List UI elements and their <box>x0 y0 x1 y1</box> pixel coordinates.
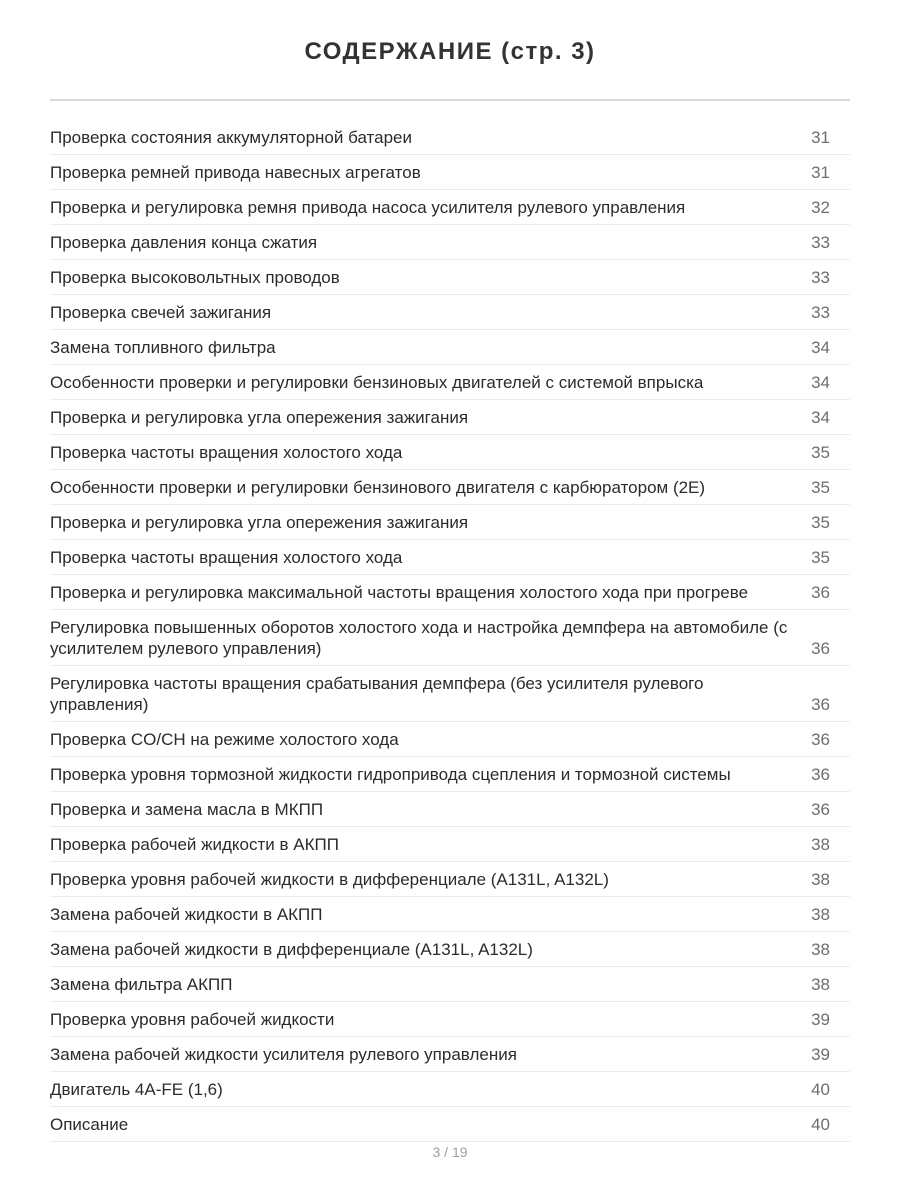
toc-entry[interactable] <box>50 505 850 540</box>
toc-entry-label[interactable]: Особенности проверки и регулировки бензинового двигателя с карбюратором (2E) <box>50 478 706 497</box>
toc-entry-page: 35 <box>811 478 830 497</box>
toc-entry[interactable] <box>50 575 850 610</box>
toc-entry-page: 36 <box>811 583 830 602</box>
toc-entry-page: 36 <box>811 730 830 749</box>
title-divider <box>50 99 850 101</box>
toc-entry[interactable] <box>50 722 850 757</box>
toc-entry-label[interactable]: Проверка давления конца сжатия <box>50 233 318 252</box>
toc-entry-label[interactable]: Проверка рабочей жидкости в АКПП <box>50 835 339 854</box>
toc-entry-label[interactable]: Проверка и регулировка ремня привода насоса усилителя рулевого управления <box>50 198 686 217</box>
page-title: СОДЕРЖАНИЕ (стр. 3) <box>304 38 596 65</box>
toc-entry-page: 34 <box>811 408 830 427</box>
toc-entry-label[interactable]: Проверка уровня рабочей жидкости <box>50 1010 335 1029</box>
toc-entry[interactable] <box>50 1072 850 1107</box>
toc-entry-page: 40 <box>811 1080 830 1099</box>
toc-entry-label[interactable]: Замена рабочей жидкости в АКПП <box>50 905 323 924</box>
toc-entry-label[interactable]: Двигатель 4A-FE (1,6) <box>50 1080 223 1099</box>
toc-entry[interactable] <box>50 897 850 932</box>
toc-entry[interactable] <box>50 1002 850 1037</box>
toc-entry[interactable] <box>50 1037 850 1072</box>
toc-entry[interactable] <box>50 470 850 505</box>
toc-entry-label[interactable]: Проверка CO/CH на режиме холостого хода <box>50 730 399 749</box>
toc-entry-page: 35 <box>811 443 830 462</box>
toc-entry-label[interactable]: Проверка и регулировка угла опережения зажигания <box>50 408 469 427</box>
toc-entry-page: 35 <box>811 513 830 532</box>
toc-entry[interactable] <box>50 435 850 470</box>
toc-entry[interactable] <box>50 610 850 666</box>
toc-entry-label[interactable]: Проверка ремней привода навесных агрегатов <box>50 163 421 182</box>
toc-entry-page: 36 <box>811 800 830 819</box>
toc-entry[interactable] <box>50 120 850 155</box>
toc-entry-label[interactable]: Проверка уровня тормозной жидкости гидропривода сцепления и тормозной системы <box>50 765 731 784</box>
toc-entry-page: 39 <box>811 1010 830 1029</box>
toc-entry-label[interactable]: Проверка и регулировка максимальной частоты вращения холостого хода при прогреве <box>50 583 749 602</box>
toc-list <box>50 120 850 1142</box>
toc-entry-page: 40 <box>811 1115 830 1134</box>
toc-entry-page: 31 <box>811 128 830 147</box>
toc-entry-label[interactable]: Замена топливного фильтра <box>50 338 276 357</box>
toc-entry[interactable] <box>50 757 850 792</box>
toc-entry[interactable] <box>50 792 850 827</box>
toc-entry[interactable] <box>50 365 850 400</box>
toc-entry[interactable] <box>50 967 850 1002</box>
toc-entry[interactable] <box>50 330 850 365</box>
toc-entry-page: 32 <box>811 198 830 217</box>
toc-entry-page: 38 <box>811 870 830 889</box>
toc-entry-label[interactable]: Особенности проверки и регулировки бензиновых двигателей с системой впрыска <box>50 373 704 392</box>
toc-entry-label[interactable]: Проверка высоковольтных проводов <box>50 268 340 287</box>
toc-entry-page: 36 <box>811 639 830 658</box>
toc-entry-label[interactable]: Замена фильтра АКПП <box>50 975 233 994</box>
toc-entry-page: 31 <box>811 163 830 182</box>
toc-entry-label[interactable]: Регулировка повышенных оборотов холостого хода и настройка демпфера на автомобиле (с усилителем рулевого управления) <box>50 618 788 658</box>
toc-entry-page: 33 <box>811 233 830 252</box>
toc-entry-label[interactable]: Проверка частоты вращения холостого хода <box>50 443 403 462</box>
toc-entry-page: 38 <box>811 905 830 924</box>
toc-entry-label[interactable]: Проверка и регулировка угла опережения зажигания <box>50 513 469 532</box>
toc-entry-page: 34 <box>811 338 830 357</box>
toc-entry-label[interactable]: Проверка свечей зажигания <box>50 303 272 322</box>
toc-entry[interactable] <box>50 540 850 575</box>
toc-entry-page: 36 <box>811 695 830 714</box>
toc-entry-label[interactable]: Проверка частоты вращения холостого хода <box>50 548 403 567</box>
toc-entry[interactable] <box>50 862 850 897</box>
toc-entry-page: 33 <box>811 303 830 322</box>
page-indicator: 3 / 19 <box>432 1144 468 1160</box>
toc-entry[interactable] <box>50 260 850 295</box>
toc-entry[interactable] <box>50 190 850 225</box>
toc-entry-page: 33 <box>811 268 830 287</box>
toc-entry-page: 38 <box>811 975 830 994</box>
toc-entry-label[interactable]: Проверка уровня рабочей жидкости в дифференциале (A131L, A132L) <box>50 870 609 889</box>
toc-entry-label[interactable]: Регулировка частоты вращения срабатывания демпфера (без усилителя рулевого управления) <box>50 674 704 714</box>
toc-entry[interactable] <box>50 1107 850 1142</box>
toc-entry-label[interactable]: Описание <box>50 1115 129 1134</box>
toc-entry-page: 34 <box>811 373 830 392</box>
toc-entry-page: 38 <box>811 940 830 959</box>
toc-entry-page: 38 <box>811 835 830 854</box>
toc-entry-page: 39 <box>811 1045 830 1064</box>
toc-entry-label[interactable]: Замена рабочей жидкости в дифференциале (A131L, A132L) <box>50 940 533 959</box>
toc-entry[interactable] <box>50 155 850 190</box>
toc-entry-label[interactable]: Замена рабочей жидкости усилителя рулевого управления <box>50 1045 517 1064</box>
toc-entry-label[interactable]: Проверка состояния аккумуляторной батареи <box>50 128 412 147</box>
toc-entry[interactable] <box>50 827 850 862</box>
toc-entry-label[interactable]: Проверка и замена масла в МКПП <box>50 800 324 819</box>
toc-entry[interactable] <box>50 225 850 260</box>
toc-entry-page: 35 <box>811 548 830 567</box>
toc-entry[interactable] <box>50 295 850 330</box>
toc-entry[interactable] <box>50 932 850 967</box>
toc-entry[interactable] <box>50 666 850 722</box>
toc-entry-page: 36 <box>811 765 830 784</box>
toc-entry[interactable] <box>50 400 850 435</box>
